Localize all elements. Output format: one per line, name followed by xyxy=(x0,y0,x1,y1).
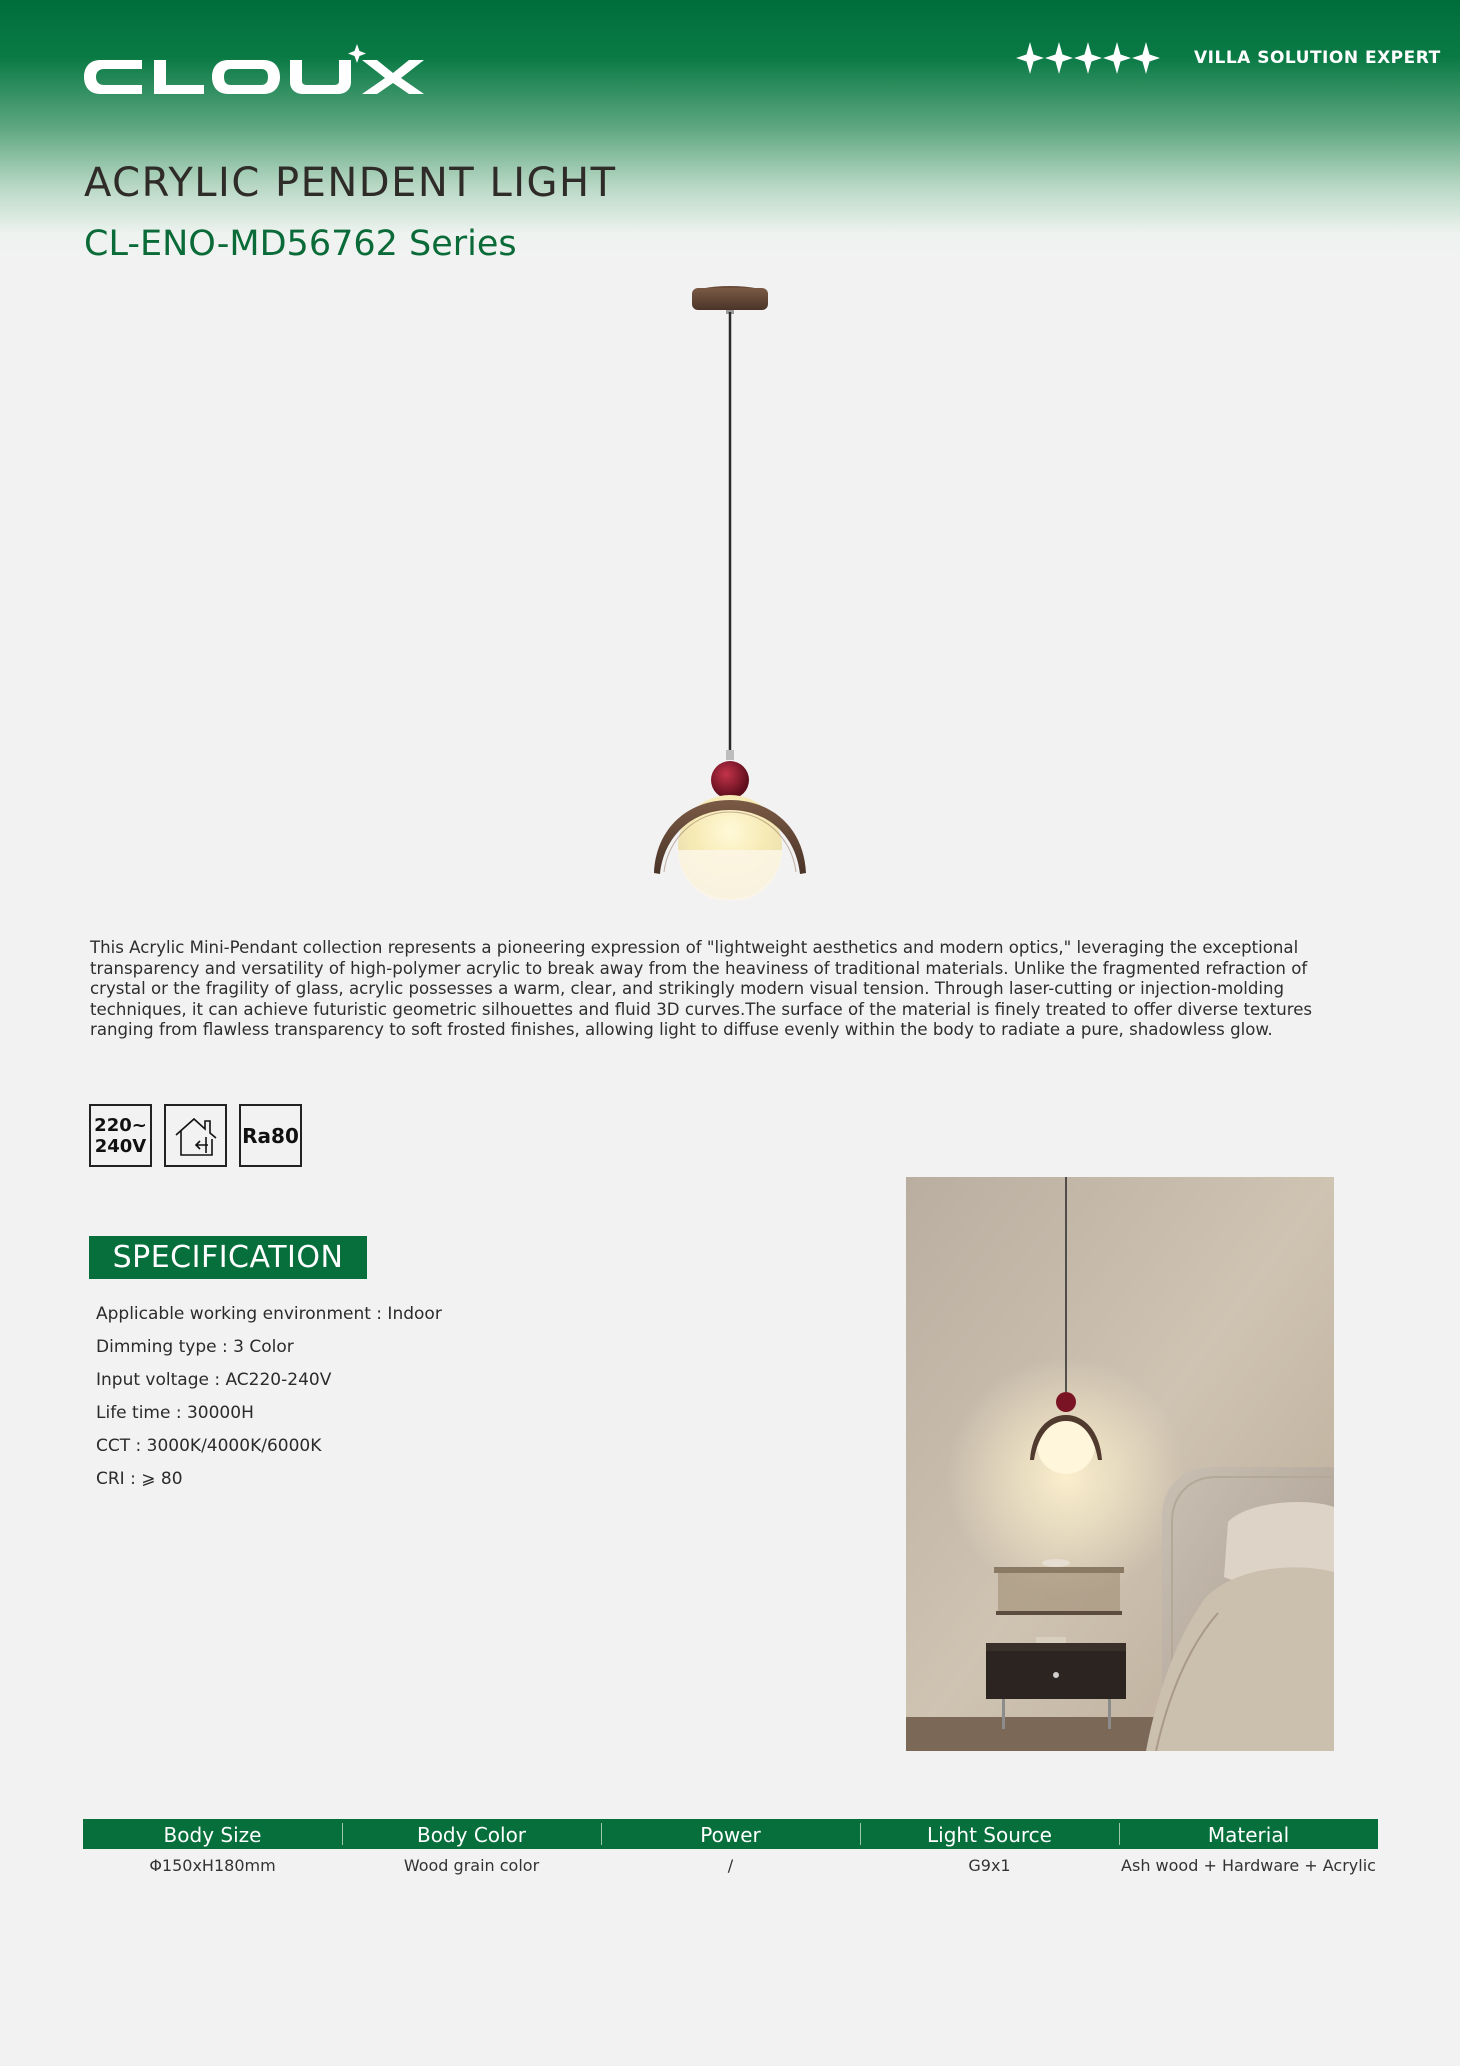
table-row xyxy=(83,1849,1378,1883)
table-header-row xyxy=(83,1819,1378,1849)
house-indoor-icon xyxy=(164,1104,227,1167)
spec-item: CRI : ⩾ 80 xyxy=(96,1469,183,1489)
spec-table xyxy=(83,1819,1378,1883)
voltage-badge-line1: 220~ xyxy=(94,1114,147,1136)
voltage-badge xyxy=(89,1104,152,1167)
spec-item: Life time : 30000H xyxy=(96,1403,254,1423)
spec-item: Applicable working environment : Indoor xyxy=(96,1304,442,1324)
product-description: This Acrylic Mini-Pendant collection represents a pioneering expression of "lightweight aesthetics and modern optics," leveraging the exceptional transparency and versatility of high-polymer acrylic to break away from the heaviness of traditional materials. Unlike the fragmented refraction of crystal or the fragility of glass, acrylic possesses a warm, clear, and strikingly modern visual tension. Through laser-cutting or injection-molding techniques, it can achieve futuristic geometric silhouettes and fluid 3D curves.The surface of the material is finely treated to offer diverse textures ranging from flawless transparency to soft frosted finishes, allowing light to diffuse evenly within the body to radiate a pure, shadowless glow. xyxy=(90,938,1313,1040)
table-header-cell: Body Size xyxy=(163,1823,262,1847)
table-header-cell: Body Color xyxy=(342,1819,601,1849)
table-header-cell: Light Source xyxy=(860,1819,1119,1849)
header-band xyxy=(0,0,1460,260)
table-cell: Ash wood + Hardware + Acrylic xyxy=(1121,1856,1376,1875)
brand-tagline: VILLA SOLUTION EXPERT xyxy=(1194,48,1441,68)
ra80-badge: Ra80 xyxy=(239,1104,302,1167)
spec-item: Dimming type : 3 Color xyxy=(96,1337,294,1357)
table-cell: / xyxy=(727,1856,734,1875)
product-title: ACRYLIC PENDENT LIGHT xyxy=(84,160,617,206)
voltage-badge-line2: 240V xyxy=(94,1135,147,1157)
five-stars-icon xyxy=(1016,38,1161,78)
table-cell: G9x1 xyxy=(968,1856,1011,1875)
bedroom-scene-photo xyxy=(906,1177,1334,1751)
table-cell: Wood grain color xyxy=(403,1856,540,1875)
cloux-logo xyxy=(82,44,438,102)
specification-heading: SPECIFICATION xyxy=(89,1236,367,1279)
table-header-cell: Power xyxy=(601,1819,860,1849)
table-header-cell: Material xyxy=(1119,1819,1378,1849)
specification-list xyxy=(96,1302,442,1500)
product-series: CL-ENO-MD56762 Series xyxy=(84,224,517,264)
table-cell: Φ150xH180mm xyxy=(149,1856,276,1875)
spec-item: Input voltage : AC220-240V xyxy=(96,1370,332,1390)
pendant-lamp-image xyxy=(640,280,820,900)
spec-item: CCT : 3000K/4000K/6000K xyxy=(96,1436,322,1456)
